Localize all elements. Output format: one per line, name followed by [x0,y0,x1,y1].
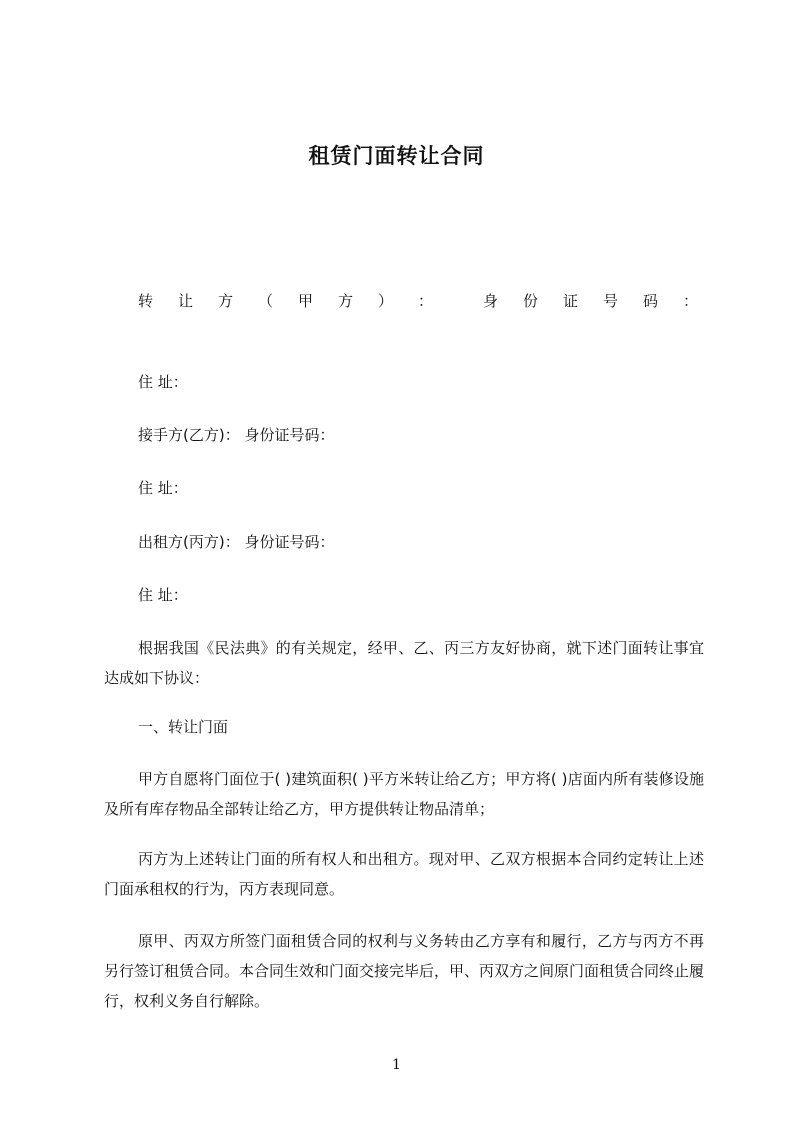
id-char: 身 [482,292,498,310]
id-char: ： [682,292,698,310]
transferor-char: ： [418,292,434,310]
id-char: 证 [562,292,578,310]
transferor-char: ） [378,292,394,310]
transferor-line [138,290,698,312]
receiver-address: 住 址： [138,479,188,497]
page-number: 1 [392,1057,401,1073]
clause-paragraph: 原甲、丙双方所签门面租赁合同的权利与义务转由乙方享有和履行，乙方与丙方不再另行签订租赁合同。本合同生效和门面交接完毕后，甲、丙双方之间原门面租赁合同终止履行，权利义务自行解除。 [104,932,705,1010]
section-heading: 一、转让门面 [138,718,229,736]
lessor-address: 住 址： [138,586,188,604]
id-char: 号 [602,292,618,310]
contract-title: 租赁门面转让合同 [308,144,485,168]
transferor-char: 方 [338,292,354,310]
receiver-line: 接手方(乙方)： 身份证号码： [138,426,335,444]
transferor-char: （ [258,292,274,310]
transferor-char: 转 [138,292,154,310]
clause-paragraph: 丙方为上述转让门面的所有权人和出租方。现对甲、乙双方根据本合同约定转让上述门面承租权的行为，丙方表现同意。 [104,850,704,898]
transferor-char: 甲 [298,292,314,310]
transferor-char: 让 [178,292,194,310]
transferor-char: 方 [218,292,234,310]
id-char: 份 [522,292,538,310]
lessor-line: 出租方(丙方)： 身份证号码： [138,533,335,551]
intro-paragraph: 根据我国《民法典》的有关规定，经甲、乙、丙三方友好协商，就下述门面转让事宜达成如下协议： [104,639,704,687]
transferor-address: 住 址： [138,373,188,391]
id-char: 码 [642,292,658,310]
clause-paragraph: 甲方自愿将门面位于( )建筑面积( )平方米转让给乙方；甲方将( )店面内所有装修设施及所有库存物品全部转让给乙方，甲方提供转让物品清单； [104,770,704,818]
